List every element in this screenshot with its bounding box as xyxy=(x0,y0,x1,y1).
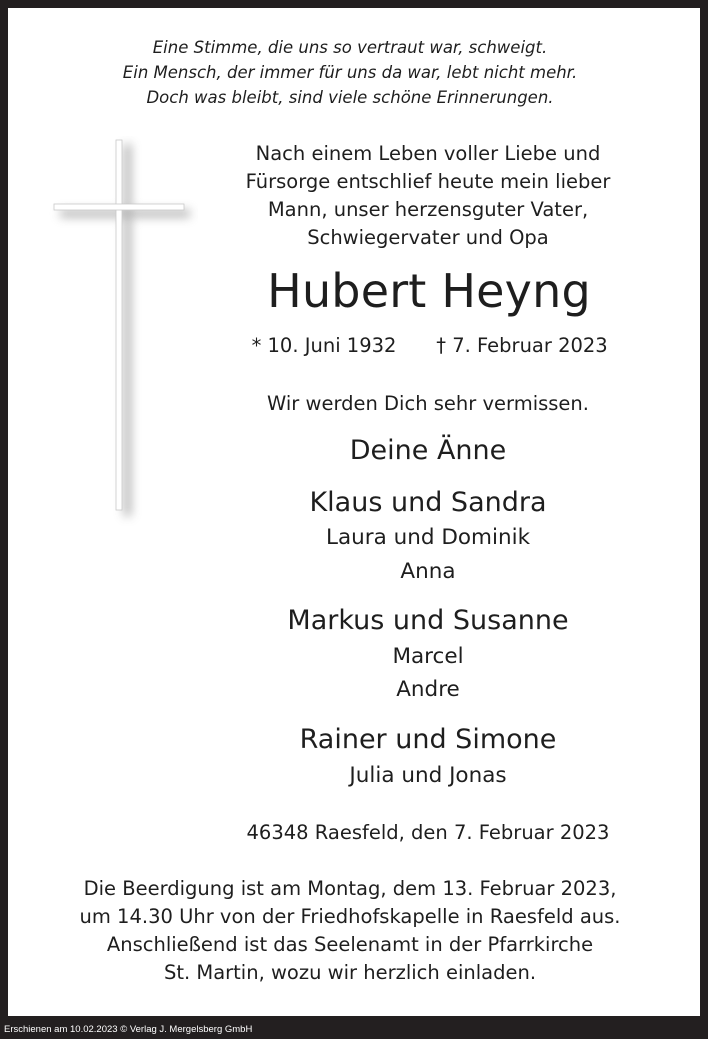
quote-line-1: Eine Stimme, die uns so vertraut war, schweigt. xyxy=(152,38,548,57)
burial-line-3: Anschließend ist das Seelenamt in der Pfarrkirche xyxy=(106,933,594,956)
family-group3-sub1: Julia und Jonas xyxy=(349,763,507,788)
quote-line-3: Doch was bleibt, sind viele schöne Erinnerungen. xyxy=(146,88,554,107)
intro-line-3: Mann, unser herzensguter Vater, xyxy=(267,198,589,221)
place-date: 46348 Raesfeld, den 7. Februar 2023 xyxy=(246,821,610,844)
death-date: † 7. Februar 2023 xyxy=(436,334,608,357)
quote-line-2: Ein Mensch, der immer für uns da war, lebt nicht mehr. xyxy=(122,63,578,82)
family-group1-main: Klaus und Sandra xyxy=(309,487,547,518)
family-wife: Deine Änne xyxy=(349,435,507,466)
miss-text: Wir werden Dich sehr vermissen. xyxy=(267,392,589,415)
family-group2-main: Markus und Susanne xyxy=(287,605,569,636)
intro-line-2: Fürsorge entschlief heute mein lieber xyxy=(245,170,611,193)
family-group1-sub1: Laura und Dominik xyxy=(325,525,531,550)
family-group2-sub2: Andre xyxy=(396,677,460,702)
burial-line-4: St. Martin, wozu wir herzlich einladen. xyxy=(163,961,537,984)
deceased-name: Hubert Heyng xyxy=(267,264,591,318)
publication-footer: Erschienen am 10.02.2023 © Verlag J. Mergelsberg GmbH xyxy=(4,1024,253,1035)
intro-line-1: Nach einem Leben voller Liebe und xyxy=(255,142,601,165)
obituary-card xyxy=(8,8,700,1016)
intro-line-4: Schwiegervater und Opa xyxy=(307,226,549,249)
birth-date: * 10. Juni 1932 xyxy=(251,334,397,357)
burial-line-2: um 14.30 Uhr von der Friedhofskapelle in Raesfeld aus. xyxy=(79,905,621,928)
cross-icon xyxy=(48,136,198,526)
family-group3-main: Rainer und Simone xyxy=(299,724,557,755)
burial-line-1: Die Beerdigung ist am Montag, dem 13. Februar 2023, xyxy=(83,877,617,900)
family-group1-sub2: Anna xyxy=(400,559,456,584)
family-group2-sub1: Marcel xyxy=(392,644,464,669)
